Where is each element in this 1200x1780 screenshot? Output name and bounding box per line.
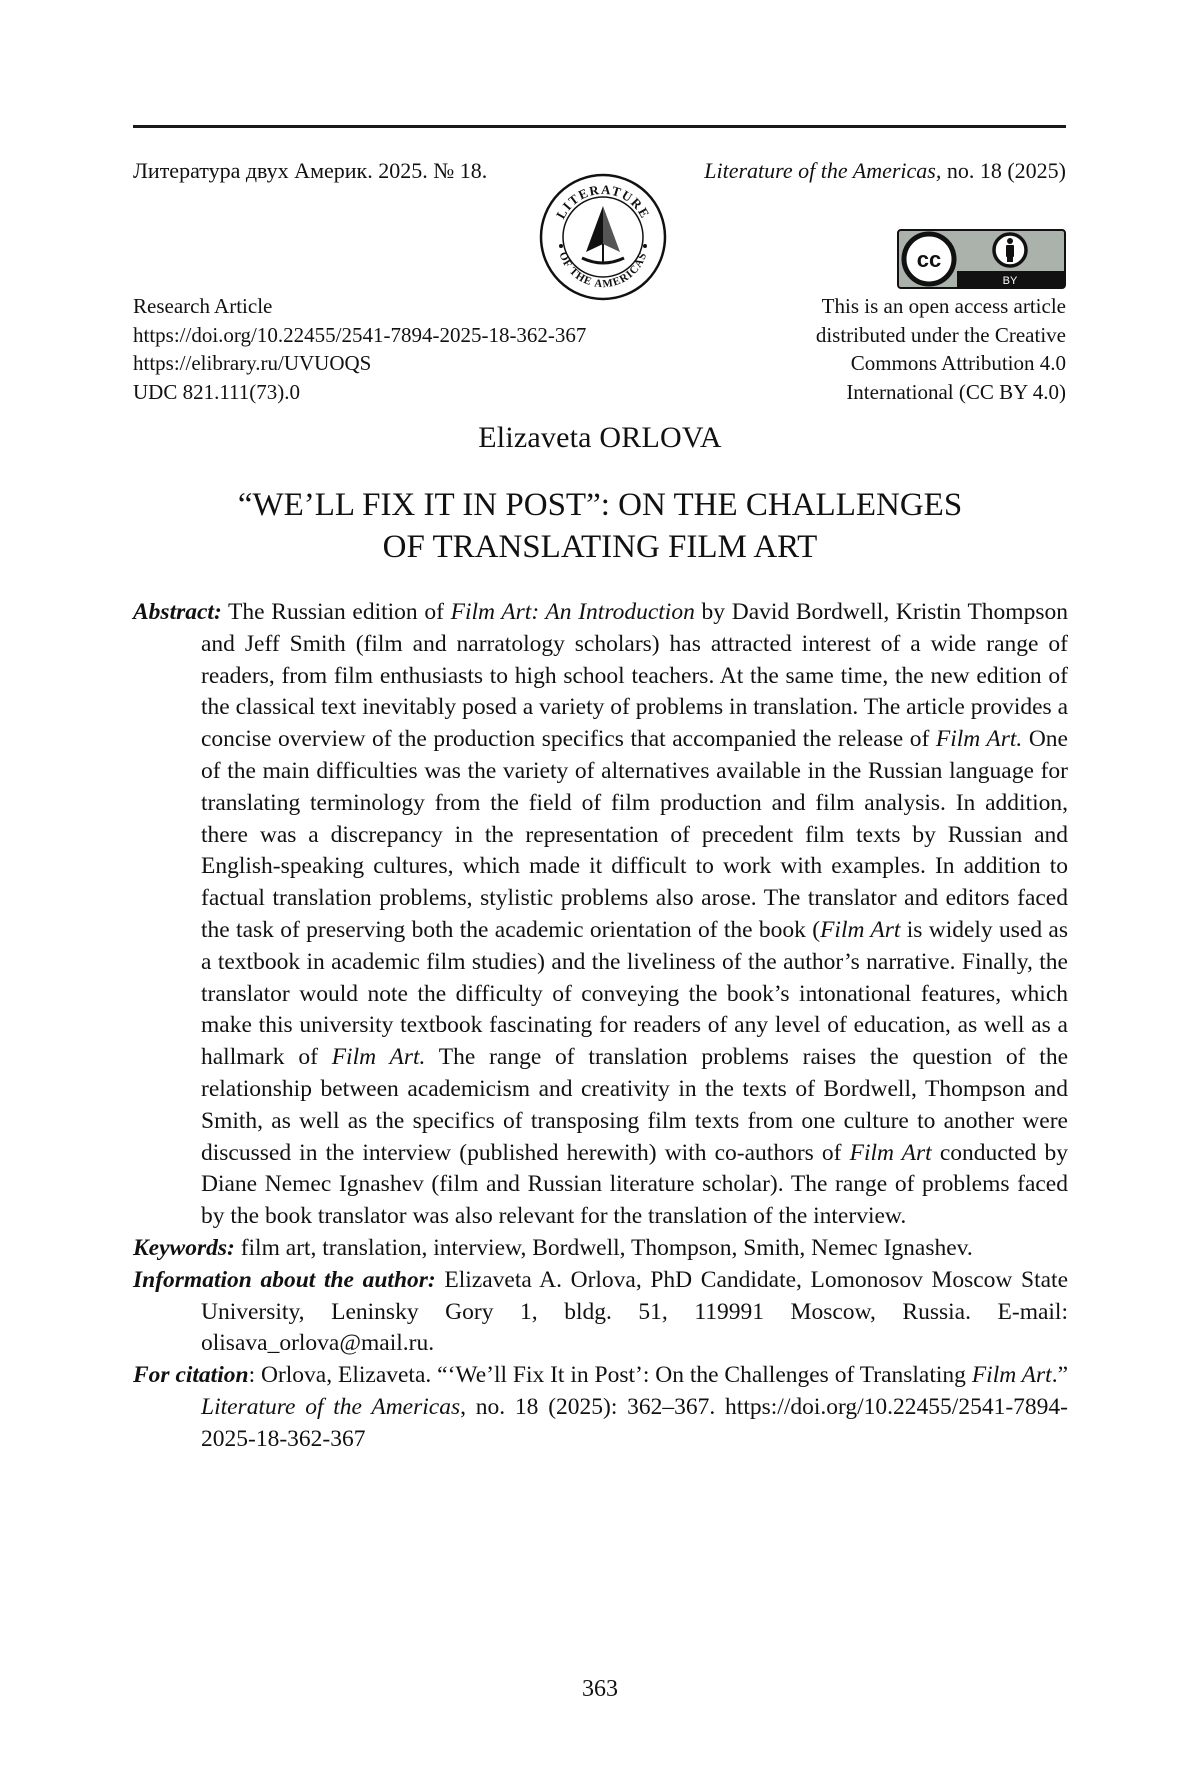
elibrary-link[interactable]: https://elibrary.ru/UVUOQS — [133, 351, 372, 375]
title-line: “WE’LL FIX IT IN POST”: ON THE CHALLENGES — [237, 487, 963, 523]
author-info-text: Elizaveta A. Orlova, PhD Candidate, Lomonosov Moscow State University, Leninsky Gory 1, bldg. 51, 119991 Moscow, Russia. E-mail: olisava_orlova@mail.ru. — [201, 1266, 1069, 1357]
book-title: Film Art — [849, 1139, 932, 1166]
cc-logo-icon — [904, 234, 954, 284]
page-number: 363 — [582, 1676, 618, 1702]
book-title: Film Art — [971, 1362, 1052, 1389]
abstract-text: is widely used as a textbook in academic film studies) and the liveliness of the author’s narrative. Finally, the translator would note the difficulty of conveying the book’s intonational features, which make this university textbook fascinating for readers of any level of education, as well as a hallmark of — [201, 916, 1068, 1071]
book-title: Film Art — [820, 916, 901, 943]
issue-label: no. 18 (2025) — [941, 158, 1066, 183]
article-title — [0, 484, 1200, 568]
doi-link[interactable]: https://doi.org/10.22455/2541-7894-2025-18-362-367 — [133, 322, 587, 347]
book-title: Film Art. — [331, 1044, 426, 1071]
journal-title: Literature of the Americas — [201, 1393, 461, 1420]
license-line: Commons Attribution 4.0 — [850, 351, 1066, 375]
logo-ring-bottom-text: OF THE AMERICAS — [556, 250, 650, 291]
top-rule — [133, 125, 1066, 128]
author-name: Elizaveta ORLOVA — [478, 421, 722, 454]
abstract-text: conducted by Diane Nemec Ignashev (film and Russian literature scholar). The range of problems faced by the book translator was also relevant for the translation of the interview. — [201, 1139, 1068, 1230]
abstract — [133, 597, 1068, 1233]
attribution-person-icon — [994, 234, 1026, 266]
title-line: OF TRANSLATING FILM ART — [382, 529, 818, 565]
license-line: This is an open access article — [821, 294, 1066, 318]
abstract-text: The range of translation problems raises the question of the relationship between academicism and creativity in the texts of Bordwell, Thompson and Smith, as well as the specifics of transposing film texts from one culture to another were discussed in the interview (published herewith) with co-authors of — [201, 1044, 1068, 1166]
running-header-russian: Литература двух Америк. 2025. № 18. — [133, 158, 488, 183]
citation-label: For citation — [133, 1362, 249, 1389]
keywords-text: film art, translation, interview, Bordwell, Thompson, Smith, Nemec Ignashev. — [234, 1234, 973, 1261]
book-title: Film Art. — [935, 726, 1023, 753]
journal-name: Literature of the Americas, — [704, 158, 942, 183]
citation-text: .” — [1051, 1362, 1068, 1389]
keywords — [133, 1233, 1068, 1265]
license-line: distributed under the Creative — [815, 322, 1066, 347]
author-info-label: Information about the author: — [133, 1266, 436, 1293]
udc-code: UDC 821.111(73).0 — [133, 379, 301, 404]
abstract-text: One of the main difficulties was the variety of alternatives available in the Russian language for translating terminology from the field of film production and film analysis. In addition, there was a discrepancy in the representation of precedent film texts by Russian and English-speaking cultures, which made it difficult to work with examples. In addition to factual translation problems, stylistic problems also arose. The translator and editors faced the task of preserving both the academic orientation of the book ( — [201, 726, 1068, 943]
keywords-label: Keywords: — [133, 1234, 235, 1261]
svg-text:cc: cc — [916, 247, 942, 272]
abstract-text: by David Bordwell, Kristin Thompson and Jeff Smith (film and narratology scholars) has attracted interest of a wide range of readers, from film enthusiasts to high school teachers. At the same time, the new edition of the classical text inevitably posed a variety of problems in translation. The article provides a concise overview of the production specifics that accompanied the release of — [201, 599, 1068, 753]
by-label: BY — [1002, 275, 1018, 287]
article-type: Research Article — [133, 294, 273, 318]
citation — [133, 1360, 1068, 1455]
abstract-text: The Russian edition of — [221, 599, 451, 625]
abstract-label: Abstract: — [133, 599, 222, 625]
journal-logo — [538, 172, 668, 302]
logo-ring-top-text: LITERATURE — [552, 181, 654, 222]
book-title: Film Art: An Introduction — [450, 599, 695, 625]
article-metadata — [133, 292, 586, 406]
cc-by-license-badge — [897, 229, 1066, 289]
citation-text: , no. 18 (2025): 362–367. https://doi.org/10.22455/2541-7894-2025-18-362-367 — [201, 1393, 1068, 1452]
license-line: International (CC BY 4.0) — [846, 379, 1066, 404]
article-front-matter — [133, 597, 1068, 1456]
author-information — [133, 1265, 1068, 1360]
license-notice — [816, 292, 1066, 406]
sail-emblem-icon — [582, 206, 624, 263]
citation-text: : Orlova, Elizaveta. “‘We’ll Fix It in Post’: On the Challenges of Translating — [248, 1362, 972, 1389]
running-header-english — [704, 158, 1066, 184]
